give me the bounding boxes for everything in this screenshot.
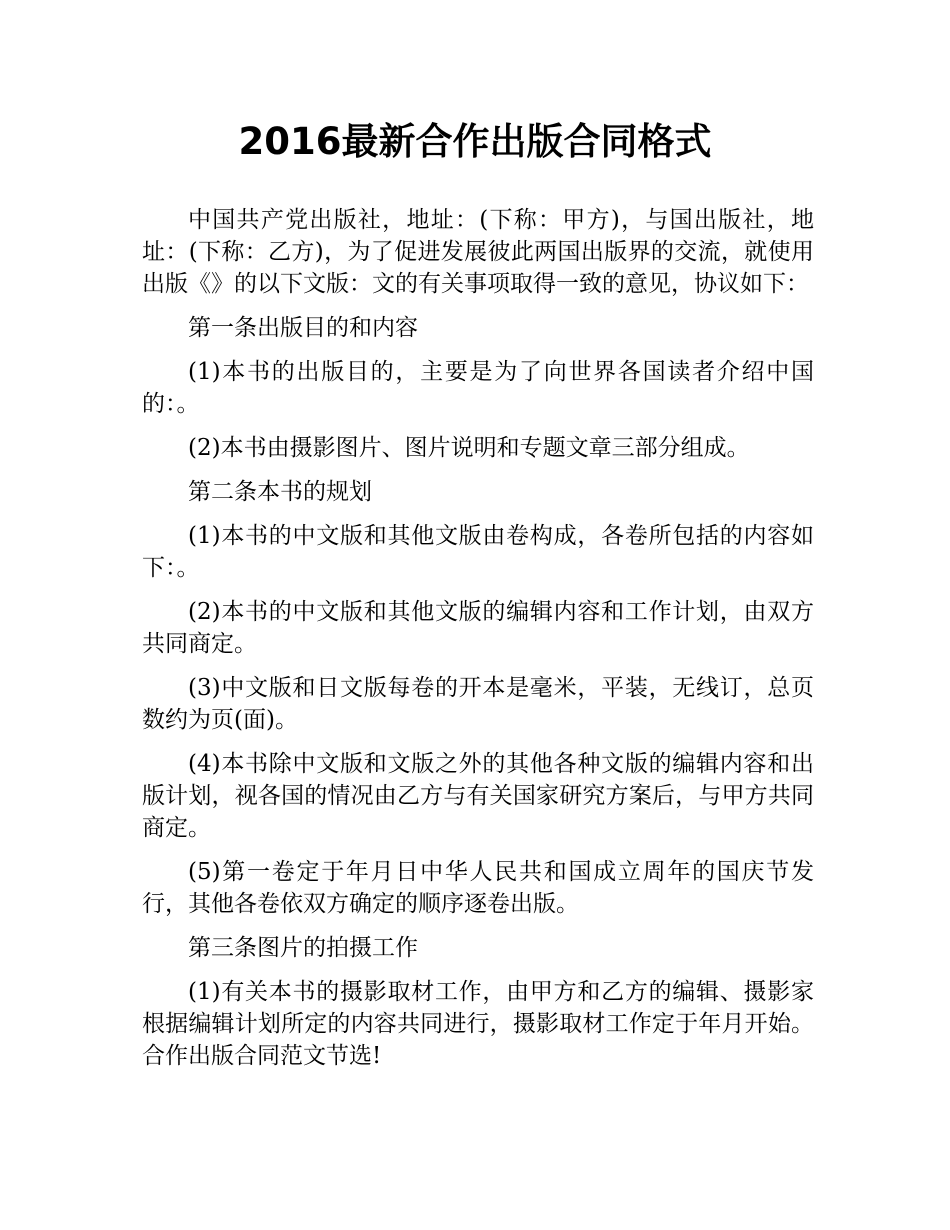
article-1-clause-1: (1)本书的出版目的，主要是为了向世界各国读者介绍中国的：。 xyxy=(142,359,814,417)
article-2-clause-2: (2)本书的中文版和其他文版的编辑内容和工作计划，由双方共同商定。 xyxy=(142,599,814,657)
article-2-clause-4: (4)本书除中文版和文版之外的其他各种文版的编辑内容和出版计划，视各国的情况由乙方与有关国家研究方案后，与甲方共同商定。 xyxy=(142,751,814,841)
article-2-clause-1: (1)本书的中文版和其他文版由卷构成，各卷所包括的内容如下：。 xyxy=(142,523,814,581)
intro-paragraph: 中国共产党出版社，地址：(下称：甲方)，与国出版社，地址：(下称：乙方)，为了促进发展彼此两国出版界的交流，就使用出版《》的以下文版：文的有关事项取得一致的意见，协议如下： xyxy=(142,207,814,297)
article-1-heading: 第一条出版目的和内容 xyxy=(188,315,418,341)
article-1-clause-2: (2)本书由摄影图片、图片说明和专题文章三部分组成。 xyxy=(188,435,750,461)
article-3-heading: 第三条图片的拍摄工作 xyxy=(188,935,418,961)
document-title: 2016最新合作出版合同格式 xyxy=(238,120,712,163)
article-2-clause-3: (3)中文版和日文版每卷的开本是毫米，平装，无线订，总页数约为页(面)。 xyxy=(142,675,814,733)
article-2-heading: 第二条本书的规划 xyxy=(188,479,372,505)
article-2-clause-5: (5)第一卷定于年月日中华人民共和国成立周年的国庆节发行，其他各卷依双方确定的顺序逐卷出版。 xyxy=(142,859,814,917)
article-3-clause-1: (1)有关本书的摄影取材工作，由甲方和乙方的编辑、摄影家根据编辑计划所定的内容共同进行，摄影取材工作定于年月开始。合作出版合同范文节选! xyxy=(142,979,814,1069)
document-body xyxy=(142,204,814,1084)
